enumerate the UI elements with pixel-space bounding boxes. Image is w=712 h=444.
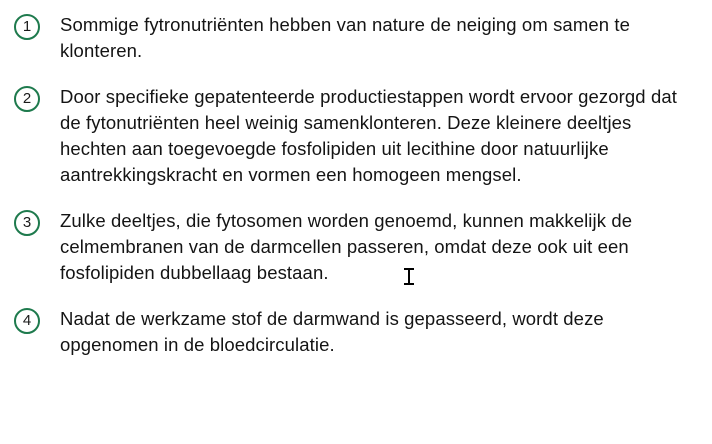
list-marker-2: 2 [14,86,40,112]
list-marker-4: 4 [14,308,40,334]
list-item [14,306,698,358]
list-item [14,12,698,64]
list-item-text-1: Sommige fytronutriënten hebben van nature de neiging om samen te klonteren. [60,14,630,61]
list-item [14,84,698,188]
list-item-text-3: Zulke deeltjes, die fytosomen worden genoemd, kunnen makkelijk de celmembranen van de darmcellen passeren, omdat deze ook uit een fosfolipiden dubbellaag bestaan. [60,210,633,283]
list-item-text-4: Nadat de werkzame stof de darmwand is gepasseerd, wordt deze opgenomen in de bloedcirculatie. [60,308,604,355]
list-item-text-2: Door specifieke gepatenteerde productiestappen wordt ervoor gezorgd dat de fytonutriënten heel weinig samenklonteren. Deze kleinere deeltjes hechten aan toegevoegde fosfolipiden uit lecithine door natuurlijke aantrekkingskracht en vormen een homogeen mengsel. [60,86,677,185]
list-marker-1: 1 [14,14,40,40]
list-item [14,208,698,286]
list-marker-3: 3 [14,210,40,236]
